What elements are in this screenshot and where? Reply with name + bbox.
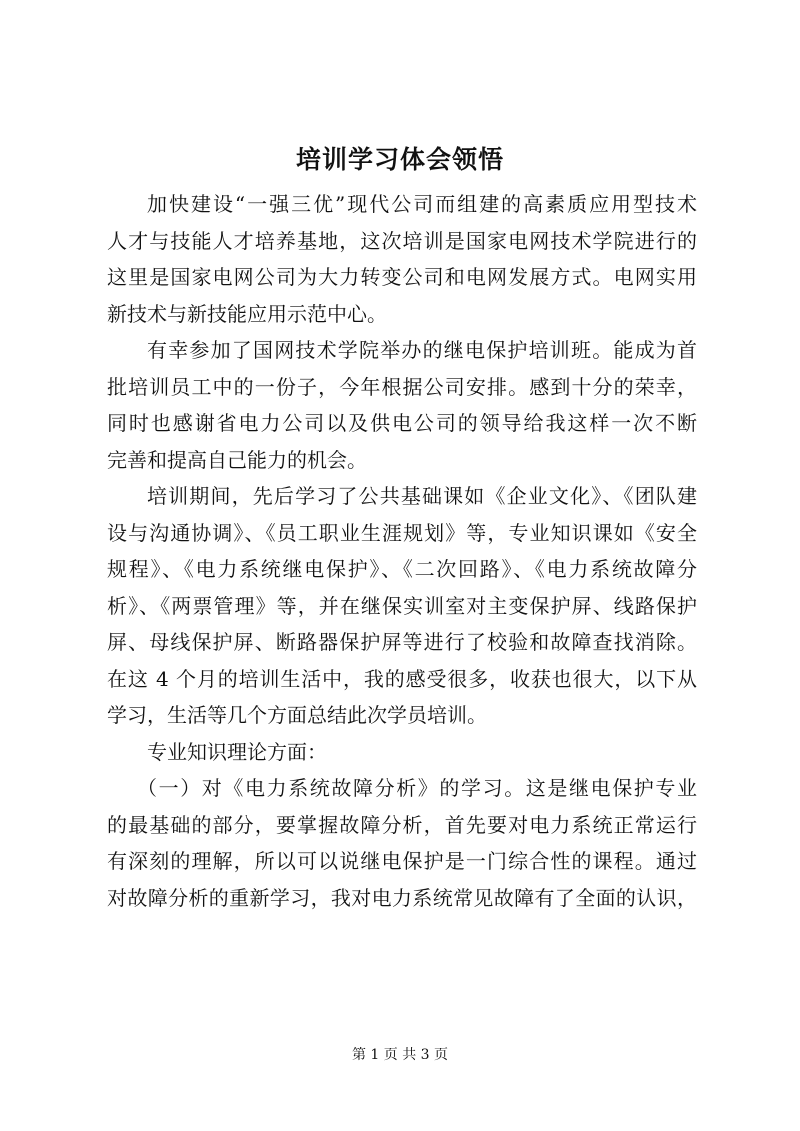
section-heading-text: 专业知识理论方面： (147, 739, 327, 764)
section-heading (107, 734, 697, 771)
paragraph-line: 在这 4 个月的培训生活中，我的感受很多，收获也很大，以下从 (107, 666, 697, 691)
paragraph-line: 的最基础的部分，要掌握故障分析，首先要对电力系统正常运行 (107, 812, 697, 837)
paragraph-line: 培训期间，先后学习了公共基础课如《企业文化》、《团队建 (147, 484, 697, 508)
paragraph (107, 186, 697, 332)
paragraph-line: 同时也感谢省电力公司以及供电公司的领导给我这样一次不断 (107, 411, 697, 435)
page-footer: 第 1 页 共 3 页 (351, 1047, 449, 1063)
paragraph-line: 析》、《两票管理》等，并在继保实训室对主变保护屏、线路保护 (107, 593, 697, 618)
paragraph (107, 770, 697, 916)
paragraph-line: 完善和提高自己能力的机会。 (107, 447, 367, 472)
document-title: 培训学习体会领悟 (295, 145, 504, 174)
paragraph-line: 有深刻的理解，所以可以说继电保护是一门综合性的课程。通过 (107, 849, 697, 873)
paragraph (107, 478, 697, 734)
paragraph-line: 设与沟通协调》、《员工职业生涯规划》等，专业知识课如《安全 (107, 520, 697, 545)
paragraph-line: 这里是国家电网公司为大力转变公司和电网发展方式。电网实用 (107, 265, 697, 289)
paragraph-line: 有幸参加了国网技术学院举办的继电保护培训班。能成为首 (147, 338, 697, 362)
paragraph-line: 批培训员工中的一份子，今年根据公司安排。感到十分的荣幸， (107, 374, 697, 399)
document-body (107, 186, 697, 916)
paragraph-line: 学习，生活等几个方面总结此次学员培训。 (107, 703, 487, 727)
paragraph-line: 人才与技能人才培养基地，这次培训是国家电网技术学院进行的 (107, 228, 697, 253)
paragraph-line: 规程》、《电力系统继电保护》、《二次回路》、《电力系统故障分 (107, 557, 697, 581)
paragraph-line: （一）对《电力系统故障分析》的学习。这是继电保护专业 (137, 776, 697, 800)
paragraph-line: 对故障分析的重新学习，我对电力系统常见故障有了全面的认识， (107, 885, 697, 910)
paragraph-line: 加快建设“一强三优”现代公司而组建的高素质应用型技术 (147, 192, 697, 216)
paragraph-line: 新技术与新技能应用示范中心。 (107, 301, 387, 326)
paragraph-line: 屏、母线保护屏、断路器保护屏等进行了校验和故障查找消除。 (107, 630, 697, 654)
paragraph (107, 332, 697, 478)
